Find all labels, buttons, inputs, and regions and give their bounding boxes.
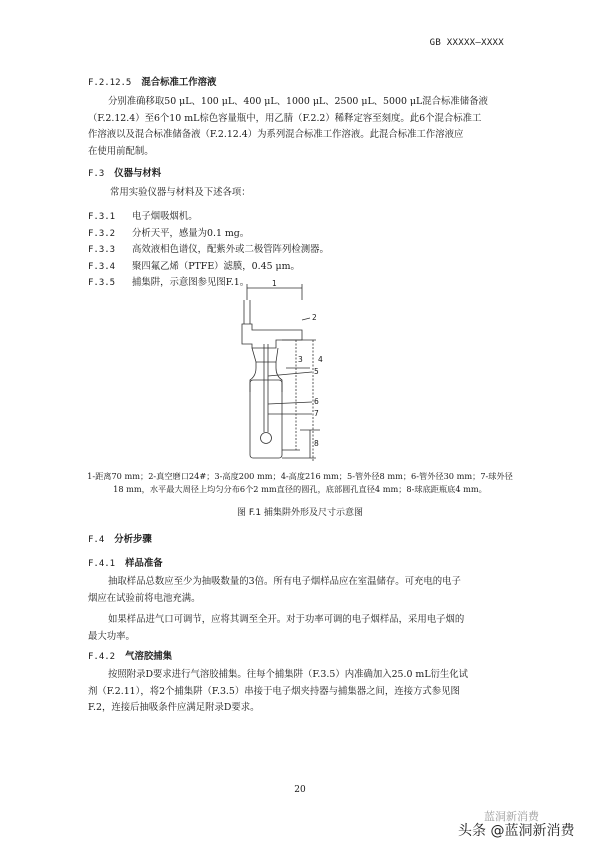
section-title: 分析步骤 xyxy=(114,534,152,545)
label-4: 4 xyxy=(318,355,323,364)
list-item xyxy=(88,226,329,243)
item-number: F.3.4 xyxy=(88,261,116,272)
paragraph-inlet xyxy=(88,612,518,645)
section-number: F.4.1 xyxy=(88,559,116,569)
item-number: F.3.5 xyxy=(88,278,116,288)
item-text: 高效液相色谱仪，配紫外或二极管阵列检测器。 xyxy=(132,244,329,255)
section-heading-f4 xyxy=(88,531,152,545)
item-number: F.3.1 xyxy=(88,212,116,222)
watermark-text: 头条 @蓝洞新消费 xyxy=(458,823,575,839)
paragraph-sample-prep xyxy=(88,574,518,607)
section-heading-f3 xyxy=(88,165,161,179)
text-line: 作溶液以及混合标准储备液（F.2.12.4）为系列混合标准工作溶液。此混合标准工作溶液应 xyxy=(88,129,464,140)
label-5: 5 xyxy=(314,367,319,376)
standard-number: GB XXXXX—XXXX xyxy=(429,38,504,48)
label-8: 8 xyxy=(314,439,319,448)
section-heading-f42 xyxy=(88,648,172,662)
item-text: 聚四氟乙烯（PTFE）滤膜，0.45 μm。 xyxy=(132,260,300,272)
label-6: 6 xyxy=(314,397,319,406)
figure-title: 图 F.1 捕集阱外形及尺寸示意图 xyxy=(236,508,364,518)
section-heading-f21215 xyxy=(88,74,216,88)
caption-line: 1-距离70 mm；2-真空磨口24#；3-高度200 mm；4-高度216 mm；5-管外径8 mm；6-管外径30 mm；7-球外径 xyxy=(87,471,513,481)
label-2: 2 xyxy=(312,313,317,322)
section-number: F.2.12.5 xyxy=(88,78,132,88)
text-line: 最大功率。 xyxy=(88,630,135,642)
watermark-faint: 蓝洞新消费 xyxy=(484,810,539,823)
item-text: 分析天平，感量为0.1 mg。 xyxy=(132,227,250,239)
paragraph-aerosol-capture xyxy=(88,667,518,717)
text-line: 在使用前配制。 xyxy=(88,145,154,157)
caption-line: 18 mm，水平最大周径上均匀分布6个2 mm直径的圆孔，底部圆孔直径4 mm；8-球底距瓶底4 mm。 xyxy=(113,484,487,494)
item-text: 电子烟吸烟机。 xyxy=(132,211,198,222)
figure-caption xyxy=(72,470,528,496)
section-heading-f41 xyxy=(88,555,163,569)
text-line: 如果样品进气口可调节，应将其调至全开。对于功率可调的电子烟样品，采用电子烟的 xyxy=(108,614,465,625)
section-title: 样品准备 xyxy=(125,558,163,569)
text-line: 剂（F.2.11），将2个捕集阱（F.3.5）串接于电子烟夹持器与捕集器之间，连接方式参见图 xyxy=(88,685,460,697)
text-line: 抽取样品总数应至少为抽吸数量的3倍。所有电子烟样品应在室温储存。可充电的电子 xyxy=(108,576,461,587)
list-item xyxy=(88,242,329,259)
item-text: 捕集阱，示意图参见图F.1。 xyxy=(132,277,250,288)
label-1: 1 xyxy=(272,280,277,288)
trap-diagram xyxy=(200,280,400,466)
list-item xyxy=(88,259,329,276)
page-number: 20 xyxy=(294,785,306,795)
section-title: 气溶胶捕集 xyxy=(125,651,172,662)
text-line: （F.2.12.4）至6个10 mL棕色容量瓶中，用乙腈（F.2.2）稀释定容至刻度。此6个混合标准工 xyxy=(88,112,482,124)
section-number: F.4 xyxy=(88,535,105,545)
text-line: 按照附录D要求进行气溶胶捕集。往每个捕集阱（F.3.5）内准确加入25.0 mL衍生化试 xyxy=(108,669,469,680)
section-title: 混合标准工作溶液 xyxy=(141,77,217,88)
text-line: 烟应在试验前将电池充满。 xyxy=(88,592,201,604)
label-3: 3 xyxy=(298,355,303,364)
intro-text: 常用实验仪器与材料及下述各项： xyxy=(110,187,251,198)
list-item xyxy=(88,209,329,226)
item-number: F.3.3 xyxy=(88,245,116,255)
item-number: F.3.2 xyxy=(88,228,116,239)
label-7: 7 xyxy=(314,409,319,418)
section-number: F.3 xyxy=(88,169,105,179)
text-line: 分别准确移取50 μL、100 μL、400 μL、1000 μL、2500 μL、5000 μL混合标准储备液 xyxy=(108,96,488,107)
text-line: F.2，连接后抽吸条件应满足附录D要求。 xyxy=(88,702,260,713)
section-title: 仪器与材料 xyxy=(114,168,162,179)
section-number: F.4.2 xyxy=(88,652,116,662)
paragraph-mixed-standard xyxy=(88,94,518,160)
